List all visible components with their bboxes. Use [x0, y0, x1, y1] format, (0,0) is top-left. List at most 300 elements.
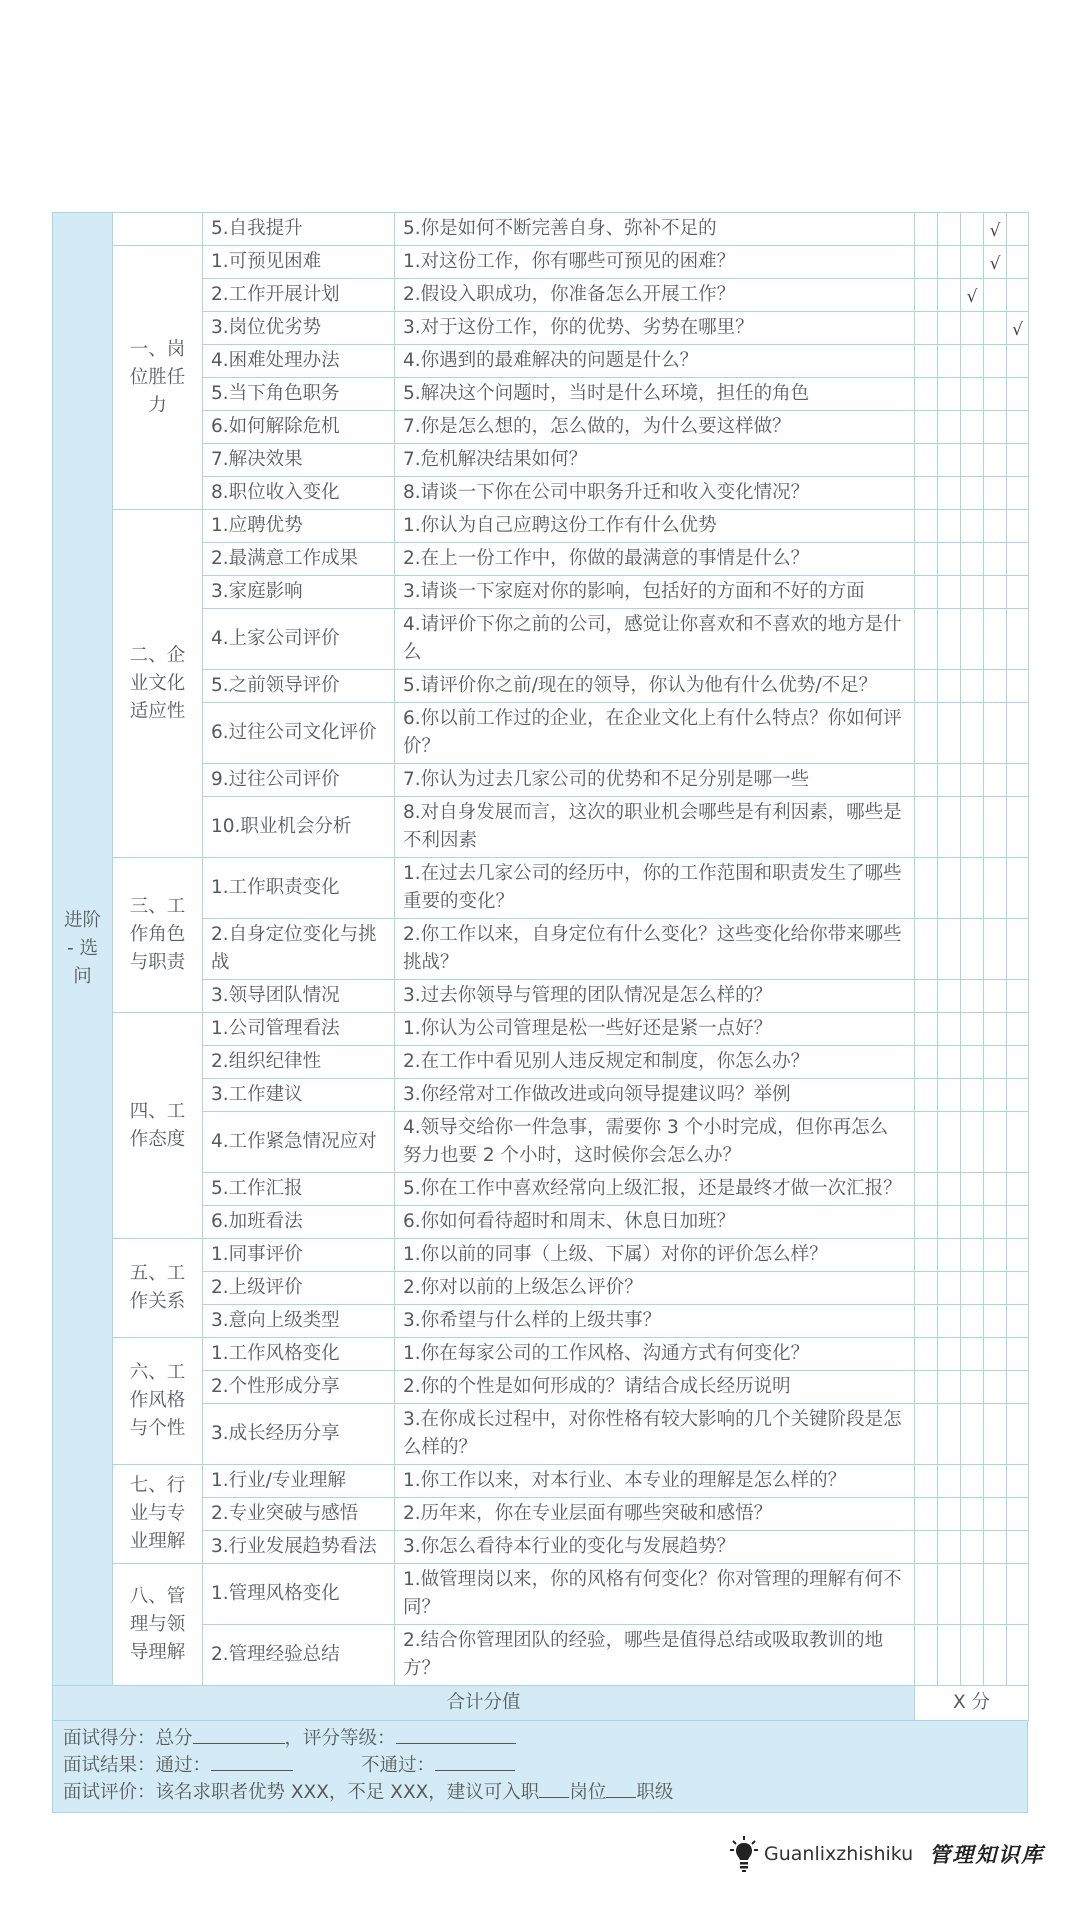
score-cell[interactable] [915, 670, 938, 703]
score-cell[interactable] [938, 411, 961, 444]
score-cell[interactable] [915, 703, 938, 764]
score-cell[interactable] [938, 1371, 961, 1404]
score-cell[interactable] [961, 345, 984, 378]
score-cell[interactable] [915, 1338, 938, 1371]
score-cell[interactable] [984, 797, 1007, 858]
question-cell: 1.在过去几家公司的经历中，你的工作范围和职责发生了哪些重要的变化？ [395, 858, 915, 919]
category-cell: 四、工作态度 [113, 1013, 203, 1239]
score-cell[interactable] [1007, 1239, 1029, 1272]
score-cell[interactable] [938, 1112, 961, 1173]
score-cell[interactable] [915, 543, 938, 576]
score-cell[interactable] [961, 1272, 984, 1305]
table-row [53, 1239, 1029, 1272]
dimension-cell: 6.过往公司文化评价 [203, 703, 395, 764]
score-cell[interactable] [984, 411, 1007, 444]
score-cell[interactable] [938, 1173, 961, 1206]
score-cell[interactable] [1007, 609, 1029, 670]
dimension-cell: 2.组织纪律性 [203, 1046, 395, 1079]
score-cell[interactable] [938, 1305, 961, 1338]
dimension-cell: 1.可预见困难 [203, 246, 395, 279]
score-cell[interactable] [1007, 1206, 1029, 1239]
score-cell[interactable] [961, 444, 984, 477]
score-cell[interactable] [915, 411, 938, 444]
score-cell[interactable] [938, 1404, 961, 1465]
question-cell: 3.你怎么看待本行业的变化与发展趋势？ [395, 1531, 915, 1564]
score-cell[interactable] [984, 279, 1007, 312]
score-cell[interactable] [915, 1173, 938, 1206]
score-cell[interactable] [938, 1498, 961, 1531]
score-cell[interactable] [984, 670, 1007, 703]
score-cell[interactable] [1007, 1305, 1029, 1338]
score-cell[interactable] [938, 980, 961, 1013]
score-cell[interactable] [984, 1239, 1007, 1272]
dimension-cell: 2.个性形成分享 [203, 1371, 395, 1404]
dimension-cell: 3.成长经历分享 [203, 1404, 395, 1465]
score-cell[interactable] [984, 345, 1007, 378]
question-cell: 2.在工作中看见别人违反规定和制度，你怎么办？ [395, 1046, 915, 1079]
question-cell: 5.你是如何不断完善自身、弥补不足的 [395, 213, 915, 246]
score-cell[interactable] [984, 246, 1007, 279]
dimension-cell: 3.意向上级类型 [203, 1305, 395, 1338]
question-cell: 1.做管理岗以来，你的风格有何变化？你对管理的理解有何不同？ [395, 1564, 915, 1625]
score-cell[interactable] [961, 477, 984, 510]
level-label: 职级 [636, 1782, 674, 1803]
question-cell: 2.假设入职成功，你准备怎么开展工作？ [395, 279, 915, 312]
score-cell[interactable] [1007, 1625, 1029, 1686]
score-cell[interactable] [961, 1564, 984, 1625]
score-cell[interactable] [984, 1272, 1007, 1305]
score-cell[interactable] [961, 1404, 984, 1465]
question-cell: 2.结合你管理团队的经验，哪些是值得总结或吸取教训的地方？ [395, 1625, 915, 1686]
score-cell[interactable] [938, 543, 961, 576]
score-cell[interactable] [1007, 1338, 1029, 1371]
question-cell: 2.你工作以来，自身定位有什么变化？这些变化给你带来哪些挑战？ [395, 919, 915, 980]
score-cell[interactable] [961, 1338, 984, 1371]
brand-logo [730, 1834, 1044, 1874]
dimension-cell: 6.如何解除危机 [203, 411, 395, 444]
question-cell: 4.你遇到的最难解决的问题是什么？ [395, 345, 915, 378]
dimension-cell: 2.专业突破与感悟 [203, 1498, 395, 1531]
score-cell[interactable] [915, 919, 938, 980]
score-cell[interactable] [984, 444, 1007, 477]
score-cell[interactable] [938, 279, 961, 312]
score-cell[interactable] [915, 576, 938, 609]
score-cell[interactable] [915, 1206, 938, 1239]
brand-name-cn: 管理知识库 [929, 1842, 1045, 1867]
score-cell[interactable] [961, 1112, 984, 1173]
score-cell[interactable] [961, 1046, 984, 1079]
score-cell[interactable] [1007, 378, 1029, 411]
table-row [53, 213, 1029, 246]
score-cell[interactable] [915, 609, 938, 670]
question-cell: 7.你是怎么想的，怎么做的，为什么要这样做？ [395, 411, 915, 444]
fail-blank[interactable] [435, 1752, 515, 1771]
check-mark-icon: √ [1012, 320, 1023, 340]
category-cell: 六、工作风格与个性 [113, 1338, 203, 1465]
score-cell[interactable] [984, 1338, 1007, 1371]
score-cell[interactable] [961, 858, 984, 919]
score-cell[interactable] [915, 510, 938, 543]
score-cell[interactable] [984, 858, 1007, 919]
score-cell[interactable] [984, 764, 1007, 797]
dimension-cell: 5.当下角色职务 [203, 378, 395, 411]
score-cell[interactable] [915, 1371, 938, 1404]
score-cell[interactable] [938, 609, 961, 670]
lightbulb-icon [730, 1835, 758, 1873]
score-cell[interactable] [961, 1305, 984, 1338]
score-cell[interactable] [915, 764, 938, 797]
score-cell[interactable] [984, 1531, 1007, 1564]
score-cell[interactable] [915, 246, 938, 279]
score-cell[interactable] [938, 670, 961, 703]
score-cell[interactable] [961, 797, 984, 858]
score-cell[interactable] [938, 246, 961, 279]
question-cell: 5.请评价你之前/现在的领导，你认为他有什么优势/不足？ [395, 670, 915, 703]
score-cell[interactable] [1007, 345, 1029, 378]
score-cell[interactable] [961, 670, 984, 703]
score-cell[interactable] [1007, 797, 1029, 858]
score-cell[interactable] [938, 1465, 961, 1498]
question-cell: 3.请谈一下家庭对你的影响，包括好的方面和不好的方面 [395, 576, 915, 609]
dimension-cell: 3.岗位优劣势 [203, 312, 395, 345]
question-cell: 1.对这份工作，你有哪些可预见的困难？ [395, 246, 915, 279]
score-cell[interactable] [1007, 1112, 1029, 1173]
dimension-cell: 8.职位收入变化 [203, 477, 395, 510]
dimension-cell: 4.上家公司评价 [203, 609, 395, 670]
score-cell[interactable] [984, 1465, 1007, 1498]
question-cell: 4.请评价下你之前的公司，感觉让你喜欢和不喜欢的地方是什么 [395, 609, 915, 670]
score-cell[interactable] [1007, 510, 1029, 543]
stage-label: 进阶 - 选问 [53, 213, 113, 1686]
score-cell[interactable] [1007, 670, 1029, 703]
score-cell[interactable] [961, 919, 984, 980]
question-cell: 1.你以前的同事（上级、下属）对你的评价怎么样？ [395, 1239, 915, 1272]
score-cell[interactable] [984, 1564, 1007, 1625]
score-cell[interactable] [915, 444, 938, 477]
dimension-cell: 4.工作紧急情况应对 [203, 1112, 395, 1173]
score-cell[interactable] [984, 1371, 1007, 1404]
score-cell[interactable] [961, 246, 984, 279]
dimension-cell: 5.自我提升 [203, 213, 395, 246]
question-cell: 2.历年来，你在专业层面有哪些突破和感悟？ [395, 1498, 915, 1531]
score-cell[interactable] [938, 1531, 961, 1564]
table-row [53, 246, 1029, 279]
dimension-cell: 5.之前领导评价 [203, 670, 395, 703]
score-cell[interactable] [915, 1465, 938, 1498]
score-cell[interactable] [938, 1239, 961, 1272]
dimension-cell: 1.管理风格变化 [203, 1564, 395, 1625]
score-cell[interactable] [961, 378, 984, 411]
score-cell[interactable] [1007, 213, 1029, 246]
question-table [52, 212, 1029, 1721]
position-label: 岗位 [569, 1782, 607, 1803]
score-cell[interactable] [938, 1079, 961, 1112]
score-cell[interactable] [915, 858, 938, 919]
question-cell: 6.你以前工作过的企业，在企业文化上有什么特点？你如何评价？ [395, 703, 915, 764]
score-cell[interactable] [961, 312, 984, 345]
score-cell[interactable] [1007, 1272, 1029, 1305]
score-cell[interactable] [984, 312, 1007, 345]
question-cell: 7.你认为过去几家公司的优势和不足分别是哪一些 [395, 764, 915, 797]
table-row [53, 858, 1029, 919]
category-cell: 五、工作关系 [113, 1239, 203, 1338]
question-cell: 2.你对以前的上级怎么评价？ [395, 1272, 915, 1305]
score-cell[interactable] [1007, 1465, 1029, 1498]
score-cell[interactable] [961, 1206, 984, 1239]
table-row [53, 1013, 1029, 1046]
score-cell[interactable] [915, 312, 938, 345]
category-cell: 三、工作角色与职责 [113, 858, 203, 1013]
dimension-cell: 10.职业机会分析 [203, 797, 395, 858]
total-label: 合计分值 [53, 1686, 915, 1721]
dimension-cell: 7.解决效果 [203, 444, 395, 477]
score-cell[interactable] [915, 213, 938, 246]
score-cell[interactable] [938, 919, 961, 980]
score-cell[interactable] [984, 1112, 1007, 1173]
question-cell: 5.解决这个问题时，当时是什么环境，担任的角色 [395, 378, 915, 411]
dimension-cell: 2.管理经验总结 [203, 1625, 395, 1686]
pass-blank[interactable] [211, 1752, 293, 1771]
question-cell: 6.你如何看待超时和周末、休息日加班？ [395, 1206, 915, 1239]
question-cell: 3.对于这份工作，你的优势、劣势在哪里？ [395, 312, 915, 345]
question-cell: 3.过去你领导与管理的团队情况是怎么样的？ [395, 980, 915, 1013]
score-cell[interactable] [984, 1079, 1007, 1112]
score-cell[interactable] [938, 378, 961, 411]
dimension-cell: 2.工作开展计划 [203, 279, 395, 312]
question-cell: 2.你的个性是如何形成的？请结合成长经历说明 [395, 1371, 915, 1404]
question-cell: 4.领导交给你一件急事，需要你 3 个小时完成，但你再怎么努力也要 2 个小时，这时候你会怎么办？ [395, 1112, 915, 1173]
score-cell[interactable] [915, 1272, 938, 1305]
score-cell[interactable] [961, 510, 984, 543]
score-cell[interactable] [984, 980, 1007, 1013]
question-cell: 3.你希望与什么样的上级共事？ [395, 1305, 915, 1338]
score-cell[interactable] [915, 345, 938, 378]
table-row [53, 1465, 1029, 1498]
question-cell: 7.危机解决结果如何？ [395, 444, 915, 477]
score-cell[interactable] [938, 1046, 961, 1079]
grade-label: ，评分等级： [284, 1728, 396, 1749]
total-value: X 分 [915, 1686, 1029, 1721]
score-cell[interactable] [984, 609, 1007, 670]
score-cell[interactable] [915, 477, 938, 510]
question-cell: 3.在你成长过程中，对你性格有较大影响的几个关键阶段是怎么样的？ [395, 1404, 915, 1465]
score-cell[interactable] [984, 1305, 1007, 1338]
score-cell[interactable] [984, 703, 1007, 764]
evaluation-footer [52, 1721, 1028, 1813]
score-cell[interactable] [1007, 1079, 1029, 1112]
score-cell[interactable] [984, 1046, 1007, 1079]
score-cell[interactable] [961, 1079, 984, 1112]
score-cell[interactable] [915, 1046, 938, 1079]
score-cell[interactable] [938, 312, 961, 345]
score-cell[interactable] [938, 510, 961, 543]
score-cell[interactable] [1007, 1498, 1029, 1531]
dimension-cell: 4.困难处理办法 [203, 345, 395, 378]
score-cell[interactable] [1007, 279, 1029, 312]
score-cell[interactable] [1007, 1564, 1029, 1625]
score-cell[interactable] [915, 1079, 938, 1112]
score-cell[interactable] [984, 1173, 1007, 1206]
dimension-cell: 3.家庭影响 [203, 576, 395, 609]
score-cell[interactable] [984, 213, 1007, 246]
pass-label: 面试结果：通过： [63, 1755, 212, 1776]
level-blank[interactable] [606, 1779, 636, 1798]
score-cell[interactable] [961, 764, 984, 797]
check-mark-icon: √ [966, 287, 978, 307]
score-cell[interactable] [938, 703, 961, 764]
score-cell[interactable] [961, 411, 984, 444]
category-cell-empty [113, 213, 203, 246]
score-cell[interactable] [984, 1625, 1007, 1686]
score-cell[interactable] [961, 980, 984, 1013]
dimension-cell: 1.工作风格变化 [203, 1338, 395, 1371]
dimension-cell: 3.工作建议 [203, 1079, 395, 1112]
dimension-cell: 3.行业发展趋势看法 [203, 1531, 395, 1564]
dimension-cell: 2.自身定位变化与挑战 [203, 919, 395, 980]
score-cell[interactable] [938, 1272, 961, 1305]
score-cell[interactable] [1007, 703, 1029, 764]
fail-label: 不通过： [361, 1755, 436, 1776]
score-cell[interactable] [915, 1239, 938, 1272]
score-cell[interactable] [984, 510, 1007, 543]
score-cell[interactable] [961, 213, 984, 246]
dimension-cell: 1.行业/专业理解 [203, 1465, 395, 1498]
score-cell[interactable] [938, 858, 961, 919]
score-cell[interactable] [938, 1338, 961, 1371]
table-row [53, 1338, 1029, 1371]
score-cell[interactable] [915, 1564, 938, 1625]
score-cell[interactable] [1007, 543, 1029, 576]
score-cell[interactable] [961, 1239, 984, 1272]
score-cell[interactable] [938, 576, 961, 609]
score-cell[interactable] [984, 378, 1007, 411]
score-cell[interactable] [915, 1531, 938, 1564]
category-cell: 二、企业文化适应性 [113, 510, 203, 858]
dimension-cell: 3.领导团队情况 [203, 980, 395, 1013]
score-cell[interactable] [915, 1305, 938, 1338]
score-cell[interactable] [1007, 411, 1029, 444]
result-line [63, 1752, 1017, 1779]
score-cell[interactable] [961, 1465, 984, 1498]
score-cell[interactable] [961, 279, 984, 312]
score-cell[interactable] [1007, 444, 1029, 477]
score-cell[interactable] [961, 543, 984, 576]
score-cell[interactable] [1007, 1371, 1029, 1404]
dimension-cell: 5.工作汇报 [203, 1173, 395, 1206]
score-cell[interactable] [938, 1564, 961, 1625]
score-cell[interactable] [961, 1625, 984, 1686]
score-cell[interactable] [915, 279, 938, 312]
score-cell[interactable] [915, 1625, 938, 1686]
score-cell[interactable] [1007, 858, 1029, 919]
dimension-cell: 9.过往公司评价 [203, 764, 395, 797]
score-cell[interactable] [1007, 1013, 1029, 1046]
score-cell[interactable] [1007, 1173, 1029, 1206]
score-label: 面试得分：总分 [63, 1728, 193, 1749]
score-cell[interactable] [984, 477, 1007, 510]
score-cell[interactable] [938, 1625, 961, 1686]
score-cell[interactable] [938, 477, 961, 510]
score-cell[interactable] [961, 703, 984, 764]
dimension-cell: 1.同事评价 [203, 1239, 395, 1272]
score-cell[interactable] [984, 1013, 1007, 1046]
score-cell[interactable] [938, 213, 961, 246]
score-cell[interactable] [938, 797, 961, 858]
score-cell[interactable] [915, 1404, 938, 1465]
score-cell[interactable] [961, 609, 984, 670]
dimension-cell: 1.应聘优势 [203, 510, 395, 543]
score-cell[interactable] [1007, 764, 1029, 797]
table-row [53, 1564, 1029, 1625]
question-cell: 1.你认为自己应聘这份工作有什么优势 [395, 510, 915, 543]
evaluation-text: 面试评价：该名求职者优势 XXX，不足 XXX，建议可入职 [63, 1782, 540, 1803]
dimension-cell: 1.公司管理看法 [203, 1013, 395, 1046]
score-cell[interactable] [984, 919, 1007, 980]
score-cell[interactable] [1007, 1046, 1029, 1079]
score-cell[interactable] [915, 980, 938, 1013]
score-cell[interactable] [984, 1206, 1007, 1239]
score-cell[interactable] [961, 1173, 984, 1206]
score-cell[interactable] [961, 1498, 984, 1531]
score-cell[interactable] [984, 543, 1007, 576]
score-cell[interactable] [915, 797, 938, 858]
score-cell[interactable] [1007, 1531, 1029, 1564]
score-cell[interactable] [1007, 576, 1029, 609]
score-cell[interactable] [1007, 980, 1029, 1013]
dimension-cell: 6.加班看法 [203, 1206, 395, 1239]
table-row [53, 510, 1029, 543]
category-cell: 八、管理与领导理解 [113, 1564, 203, 1686]
score-cell[interactable] [984, 576, 1007, 609]
score-cell[interactable] [961, 1531, 984, 1564]
score-line [63, 1725, 1017, 1752]
score-cell[interactable] [938, 1206, 961, 1239]
score-cell[interactable] [938, 1013, 961, 1046]
score-cell[interactable] [938, 444, 961, 477]
question-cell: 8.对自身发展而言，这次的职业机会哪些是有利因素，哪些是不利因素 [395, 797, 915, 858]
grade-blank[interactable] [396, 1725, 516, 1744]
score-cell[interactable] [938, 345, 961, 378]
score-cell[interactable] [984, 1498, 1007, 1531]
score-cell[interactable] [1007, 919, 1029, 980]
brand-name-en: Guanlixzhishiku [764, 1843, 914, 1865]
score-cell[interactable] [915, 1498, 938, 1531]
score-cell[interactable] [915, 1013, 938, 1046]
score-cell[interactable] [984, 1404, 1007, 1465]
score-cell[interactable] [1007, 1404, 1029, 1465]
score-cell[interactable] [1007, 312, 1029, 345]
score-cell[interactable] [1007, 246, 1029, 279]
score-cell[interactable] [915, 378, 938, 411]
total-row [53, 1686, 1029, 1721]
score-cell[interactable] [915, 1112, 938, 1173]
interview-evaluation-sheet [52, 212, 1028, 1813]
dimension-cell: 1.工作职责变化 [203, 858, 395, 919]
category-cell: 七、行业与专业理解 [113, 1465, 203, 1564]
check-mark-icon: √ [989, 221, 1001, 241]
score-cell[interactable] [938, 764, 961, 797]
score-cell[interactable] [961, 1371, 984, 1404]
question-cell: 5.你在工作中喜欢经常向上级汇报，还是最终才做一次汇报？ [395, 1173, 915, 1206]
dimension-cell: 2.上级评价 [203, 1272, 395, 1305]
score-cell[interactable] [961, 576, 984, 609]
dimension-cell: 2.最满意工作成果 [203, 543, 395, 576]
score-cell[interactable] [961, 1013, 984, 1046]
position-blank[interactable] [539, 1779, 569, 1798]
check-mark-icon: √ [989, 254, 1001, 274]
total-score-blank[interactable] [193, 1725, 285, 1744]
score-cell[interactable] [1007, 477, 1029, 510]
